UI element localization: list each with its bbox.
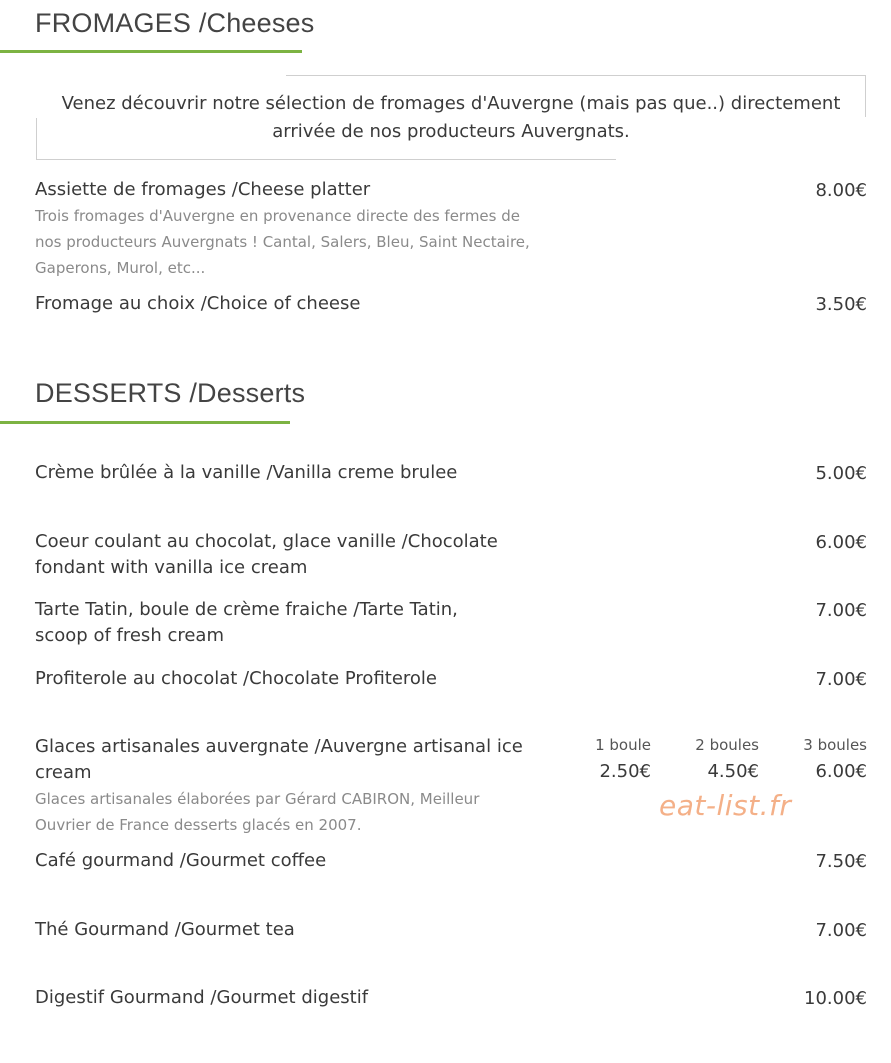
option-price: 2.50€ — [599, 761, 651, 782]
menu-item-price: 7.00€ — [815, 920, 867, 941]
menu-item-description: Glaces artisanales élaborées par Gérard CABIRON, Meilleur Ouvrier de France desserts glacés en 2007. — [35, 790, 480, 834]
menu-item-price: 8.00€ — [815, 180, 867, 201]
menu-item-price: 3.50€ — [815, 294, 867, 315]
option-price: 6.00€ — [815, 761, 867, 782]
section-underline — [0, 50, 302, 53]
option-label: 1 boule — [595, 736, 651, 754]
menu-item-price: 7.50€ — [815, 851, 867, 872]
menu-item-description: Trois fromages d'Auvergne en provenance directe des fermes de nos producteurs Auvergnats ! Cantal, Salers, Bleu, Saint Nectaire, Gaperons, Murol, etc... — [35, 207, 530, 277]
menu-item-name: Digestif Gourmand /Gourmet digestif — [35, 987, 369, 1008]
menu-item-name: Fromage au choix /Choice of cheese — [35, 293, 361, 314]
menu-item-price: 7.00€ — [815, 669, 867, 690]
section-underline — [0, 421, 290, 424]
menu-item-name: Assiette de fromages /Cheese platter — [35, 179, 371, 200]
option-label: 2 boules — [695, 736, 759, 754]
menu-item-price: 7.00€ — [815, 600, 867, 621]
section-title-desserts: DESSERTS /Desserts — [35, 378, 306, 408]
menu-item-name: Crème brûlée à la vanille /Vanilla creme brulee — [35, 462, 458, 483]
menu-item-price: 10.00€ — [804, 988, 867, 1009]
section-title-fromages: FROMAGES /Cheeses — [35, 8, 315, 38]
menu-item-name: Café gourmand /Gourmet coffee — [35, 850, 327, 871]
watermark: eat-list.fr — [659, 789, 792, 822]
menu-item-price: 5.00€ — [815, 463, 867, 484]
intro-box-top-border — [286, 75, 866, 76]
menu-item-name: Profiterole au chocolat /Chocolate Profiterole — [35, 668, 438, 689]
menu-item-price: 6.00€ — [815, 532, 867, 553]
intro-text: Venez découvrir notre sélection de fromages d'Auvergne (mais pas que..) directement arrivée de nos producteurs Auvergnats. — [61, 93, 841, 142]
menu-item-name: Glaces artisanales auvergnate /Auvergne artisanal ice cream — [35, 736, 523, 783]
intro-box-bottom-border — [36, 159, 616, 160]
option-price: 4.50€ — [707, 761, 759, 782]
menu-item-name: Thé Gourmand /Gourmet tea — [35, 919, 295, 940]
option-label: 3 boules — [803, 736, 867, 754]
menu-item-name: Coeur coulant au chocolat, glace vanille /Chocolate fondant with vanilla ice cream — [35, 531, 498, 578]
menu-item-name: Tarte Tatin, boule de crème fraiche /Tarte Tatin, scoop of fresh cream — [35, 599, 458, 646]
